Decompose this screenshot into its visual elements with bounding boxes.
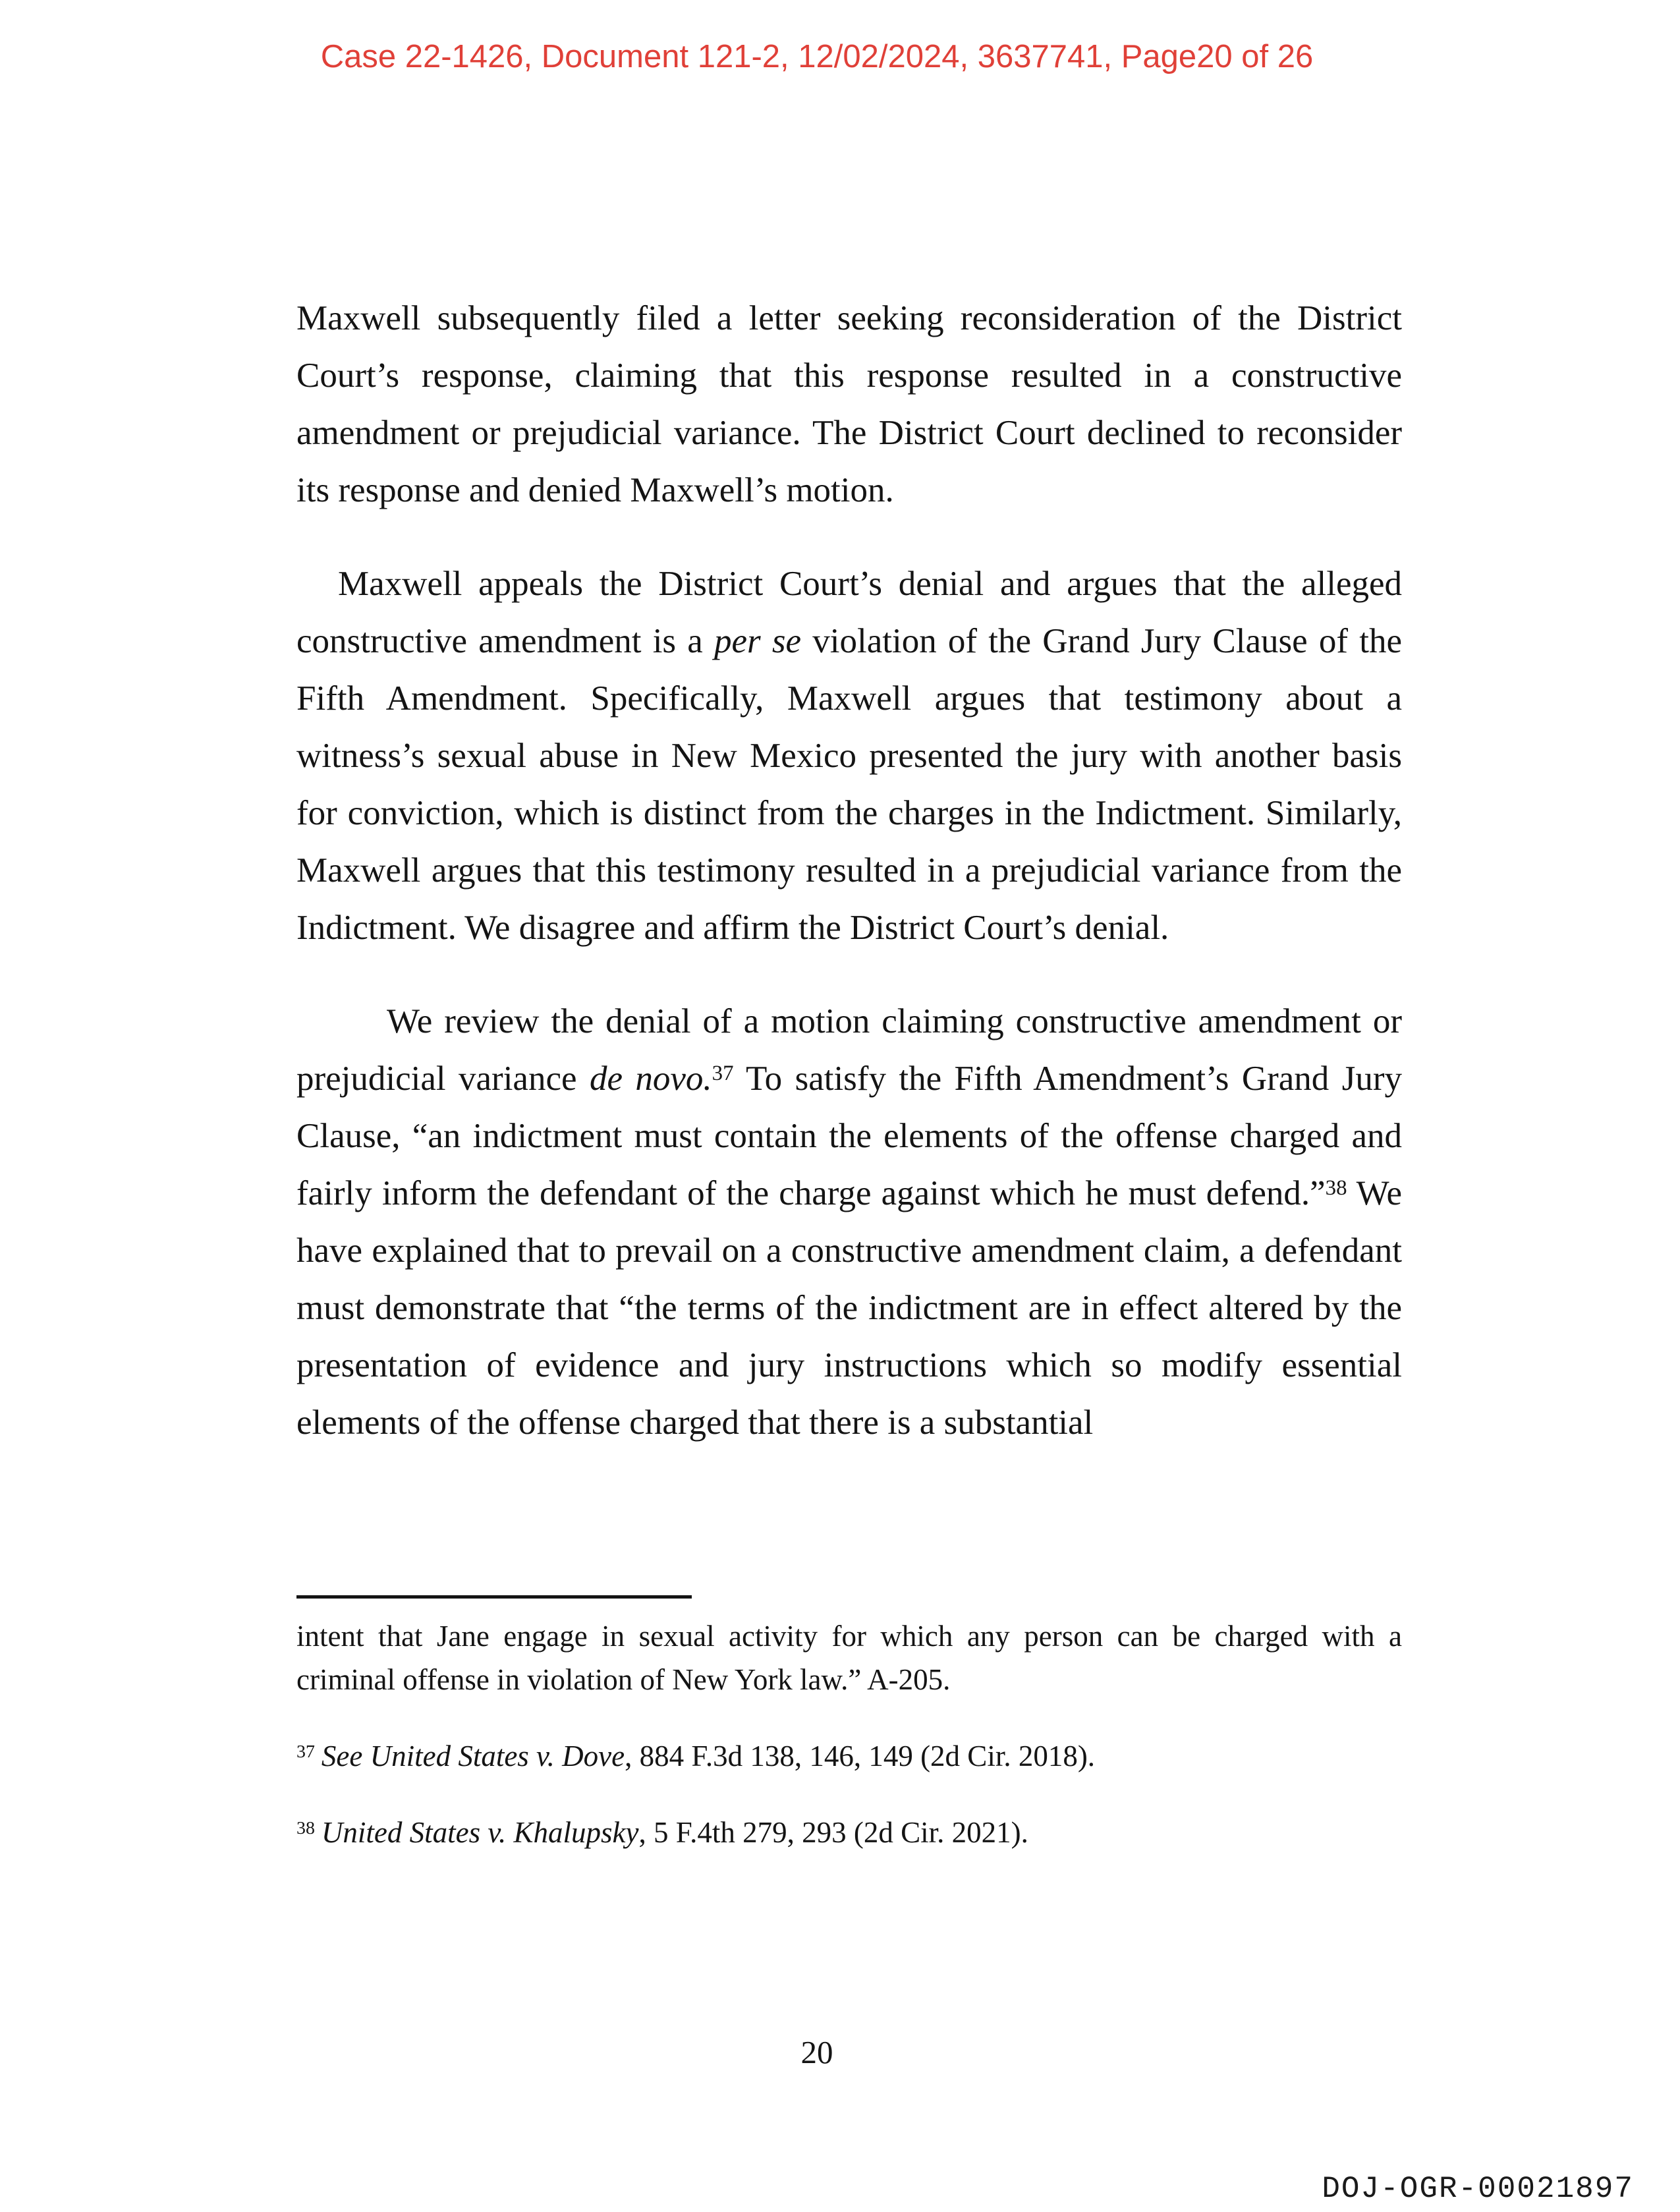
paragraph-2-italic-per-se: per se xyxy=(714,622,802,660)
paragraph-1-text: Maxwell subsequently filed a letter seeking reconsideration of the District Court’s response, claiming that this response resulted in a constructive amendment or prejudicial variance. The District Court declined to reconsider its response and denied Maxwell’s motion. xyxy=(296,299,1402,509)
footnote-continuation xyxy=(296,1614,1402,1701)
footnote-reference-37: 37 xyxy=(712,1062,734,1086)
bates-number: DOJ-OGR-00021897 xyxy=(1322,2172,1634,2206)
body-paragraph-3 xyxy=(296,993,1402,1452)
paragraph-3-segment-2: To satisfy the Fifth Amendment’s Grand Jury Clause, “an indictment must contain the elements of the offense charged and fairly inform the defendant of the charge against which he must defend.” xyxy=(296,1060,1402,1212)
paragraph-3-segment-1: We review the denial of a motion claiming constructive amendment or prejudicial variance xyxy=(296,1002,1402,1098)
paragraph-3-segment-3: We have explained that to prevail on a constructive amendment claim, a defendant must demonstrate that “the terms of the indictment are in effect altered by the presentation of evidence and jury instructions which so modify essential elements of the offense charged that there is a substantial xyxy=(296,1174,1402,1442)
footnote-reference-38: 38 xyxy=(1325,1176,1347,1201)
footnote-continuation-text: intent that Jane engage in sexual activity for which any person can be charged with a criminal offense in violation of New York law.” A-205. xyxy=(296,1620,1402,1696)
footnote-separator-rule xyxy=(296,1595,692,1599)
case-stamp-header: Case 22-1426, Document 121-2, 12/02/2024, 3637741, Page20 of 26 xyxy=(320,39,1314,74)
footnote-38 xyxy=(296,1811,1402,1854)
footnotes-section xyxy=(296,1614,1402,1854)
footnote-38-case-citation: United States v. Khalupsky xyxy=(321,1816,639,1849)
paragraph-2-segment-2: violation of the Grand Jury Clause of the Fifth Amendment. Specifically, Maxwell argues that testimony about a witness’s sexual abuse in New Mexico presented the jury with another basis for conviction, which is distinct from the charges in the Indictment. Similarly, Maxwell argues that this testimony resulted in a prejudicial variance from the Indictment. We disagree and affirm the District Court’s denial. xyxy=(296,622,1402,947)
page-number: 20 xyxy=(800,2034,833,2070)
opinion-body xyxy=(296,290,1402,1452)
footnote-38-citation-rest: , 5 F.4th 279, 293 (2d Cir. 2021). xyxy=(638,1816,1028,1849)
footnote-37-citation-rest: , 884 F.3d 138, 146, 149 (2d Cir. 2018). xyxy=(625,1740,1096,1772)
footnote-38-marker: 38 xyxy=(296,1818,315,1839)
paragraph-3-italic-de-novo: de novo. xyxy=(589,1060,712,1098)
footnote-37-case-citation: See United States v. Dove xyxy=(321,1740,625,1772)
paragraph-2-segment-1: Maxwell appeals the District Court’s denial and argues that the alleged constructive amendment is a xyxy=(296,565,1402,660)
footnote-37-marker: 37 xyxy=(296,1742,315,1763)
footnote-37 xyxy=(296,1734,1402,1778)
body-paragraph-1 xyxy=(296,290,1402,519)
body-paragraph-2 xyxy=(296,555,1402,957)
